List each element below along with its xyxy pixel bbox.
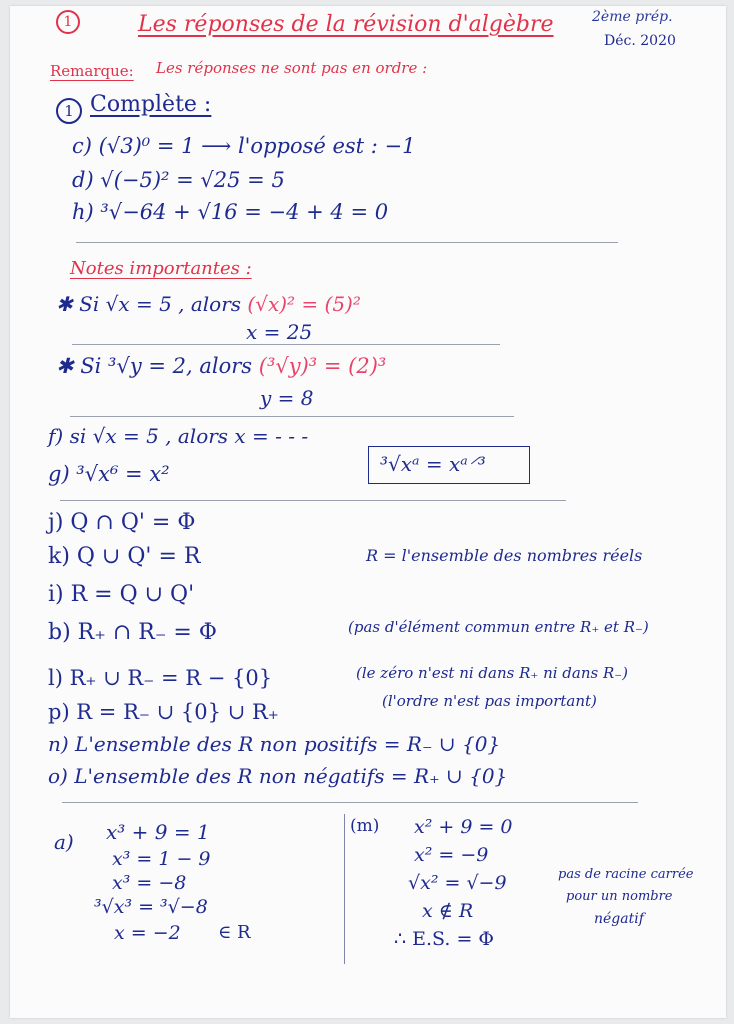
remark-text: Les réponses ne sont pas en ordre : xyxy=(156,59,428,77)
divider xyxy=(72,344,500,345)
item-a-line: x³ = −8 xyxy=(112,872,187,894)
note-2-result: y = 8 xyxy=(260,386,314,410)
r-definition: R = l'ensemble des nombres réels xyxy=(366,546,643,565)
item-l: l) R₊ ∪ R₋ = R − {0} xyxy=(48,666,273,690)
boxed-formula: ³√xᵃ = xᵃ⸍³ xyxy=(380,452,486,476)
divider xyxy=(70,416,514,417)
item-j: j) Q ∩ Q' = Φ xyxy=(48,510,196,535)
item-p: p) R = R₋ ∪ {0} ∪ R₊ xyxy=(48,700,279,724)
item-m-note: pour un nombre xyxy=(566,889,673,904)
item-m-line: ∴ E.S. = Φ xyxy=(394,928,494,950)
item-h: h) ³√−64 + √16 = −4 + 4 = 0 xyxy=(72,200,389,224)
item-a-line: x³ = 1 − 9 xyxy=(112,848,211,870)
item-l-note: (le zéro n'est ni dans R₊ ni dans R₋) xyxy=(356,664,629,682)
section-title: Complète : xyxy=(90,92,212,117)
page-title: Les réponses de la révision d'algèbre xyxy=(138,12,554,37)
note-1-text: ✱ Si √x = 5 , alors xyxy=(56,292,248,316)
item-i: i) R = Q ∪ Q' xyxy=(48,582,195,607)
note-2-highlight: (³√y)³ = (2)³ xyxy=(258,354,387,378)
divider xyxy=(62,802,638,803)
item-g: g) ³√x⁶ = x² xyxy=(48,462,170,486)
item-m-line: √x² = √−9 xyxy=(408,872,507,894)
column-divider xyxy=(344,814,345,964)
note-1 xyxy=(56,294,361,314)
item-a-line: x = −2 xyxy=(114,922,181,944)
item-n: n) L'ensemble des R non positifs = R₋ ∪ {0} xyxy=(48,732,501,756)
date-label: Déc. 2020 xyxy=(604,33,676,49)
item-m-line: x² + 9 = 0 xyxy=(414,816,513,838)
note-1-result: x = 25 xyxy=(246,320,313,344)
item-o: o) L'ensemble des R non négatifs = R₊ ∪ {0} xyxy=(48,764,508,788)
grade-label: 2ème prép. xyxy=(592,9,673,25)
section-number-badge: 1 xyxy=(56,98,82,124)
note-1-highlight: (√x)² = (5)² xyxy=(247,292,361,316)
worksheet-page xyxy=(10,6,726,1018)
item-a-line: ³√x³ = ³√−8 xyxy=(94,896,208,918)
page-number-badge: 1 xyxy=(56,10,80,34)
item-m-line: x² = −9 xyxy=(414,844,489,866)
item-m-note: pas de racine carrée xyxy=(558,867,694,882)
item-b-note: (pas d'élément commun entre R₊ et R₋) xyxy=(348,618,649,636)
item-k: k) Q ∪ Q' = R xyxy=(48,544,201,569)
item-p-note: (l'ordre n'est pas important) xyxy=(382,692,597,710)
item-b: b) R₊ ∩ R₋ = Φ xyxy=(48,620,217,645)
item-a-line: x³ + 9 = 1 xyxy=(106,820,210,844)
item-f: f) si √x = 5 , alors x = - - - xyxy=(48,424,309,448)
remark-label: Remarque: xyxy=(50,62,134,80)
divider xyxy=(76,242,618,243)
note-2-text: ✱ Si ³√y = 2, alors xyxy=(56,354,259,378)
item-c: c) (√3)⁰ = 1 ⟶ l'opposé est : −1 xyxy=(72,134,416,158)
item-m-line: x ∉ R xyxy=(422,900,474,922)
divider xyxy=(60,500,566,501)
item-m-label: (m) xyxy=(350,816,380,836)
notes-title: Notes importantes : xyxy=(70,258,252,279)
note-2 xyxy=(56,356,386,377)
item-d: d) √(−5)² = √25 = 5 xyxy=(72,168,285,192)
item-a-label: a) xyxy=(54,830,74,854)
item-m-note: négatif xyxy=(594,911,644,927)
item-a-in-r: ∈ R xyxy=(218,922,251,943)
